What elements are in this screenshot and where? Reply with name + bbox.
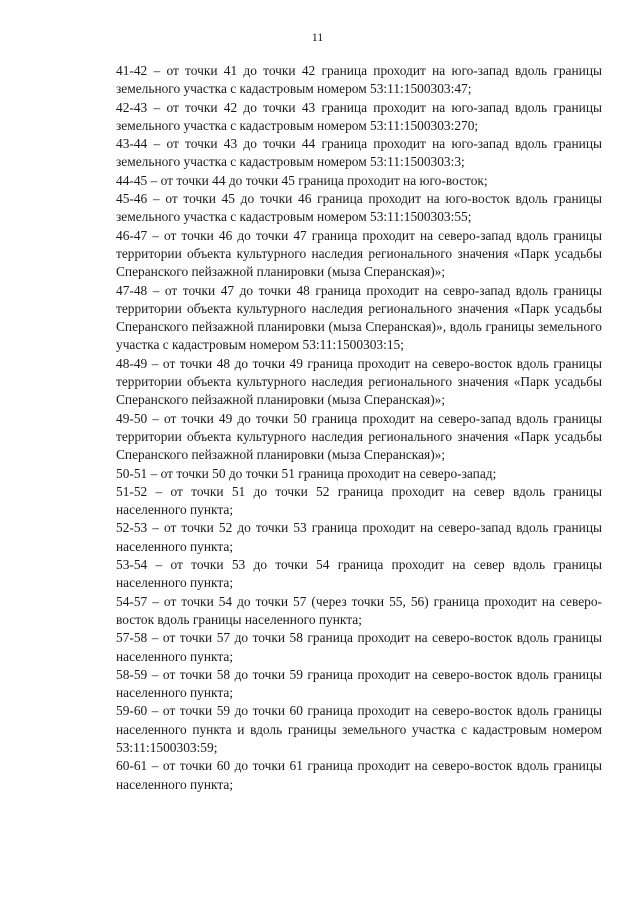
paragraph: 46-47 – от точки 46 до точки 47 граница проходит на северо-запад вдоль границы территории объекта культурного наследия регионального значения «Парк усадьбы Сперанского пейзажной планировки (мыза Сперанская)»; (116, 227, 602, 280)
paragraph: 57-58 – от точки 57 до точки 58 граница проходит на северо-восток вдоль границы населенного пункта; (116, 630, 602, 664)
paragraph: 58-59 – от точки 58 до точки 59 граница проходит на северо-восток вдоль границы населенного пункта; (116, 666, 602, 701)
paragraph: 59-60 – от точки 59 до точки 60 граница проходит на северо-восток вдоль границы населенного пункта и вдоль границы земельного участка с кадастровым номером 53:11:1500303:59; (116, 703, 602, 755)
page-number: 11 (311, 30, 324, 44)
paragraph: 47-48 – от точки 47 до точки 48 граница проходит на севро-запад вдоль границы территории объекта культурного наследия регионального значения «Парк усадьбы Сперанского пейзажной планировки (мыза Сперанская)», вдоль границы земельного участка с кадастровым номером 53:11:1500303:15; (116, 282, 602, 353)
paragraph: 51-52 – от точки 51 до точки 52 граница проходит на север вдоль границы населенного пункта; (116, 483, 602, 518)
paragraph: 50-51 – от точки 50 до точки 51 граница проходит на северо-запад; (116, 465, 497, 481)
paragraph: 48-49 – от точки 48 до точки 49 граница проходит на северо-восток вдоль границы территории объекта культурного наследия регионального значения «Парк усадьбы Сперанского пейзажной планировки (мыза Сперанская)»; (116, 355, 602, 408)
document-body (116, 62, 602, 794)
paragraph: 60-61 – от точки 60 до точки 61 граница проходит на северо-восток вдоль границы населенного пункта; (116, 758, 602, 792)
paragraph: 53-54 – от точки 53 до точки 54 граница проходит на север вдоль границы населенного пункта; (116, 557, 602, 591)
paragraph: 44-45 – от точки 44 до точки 45 граница проходит на юго-восток; (116, 172, 488, 188)
paragraph: 45-46 – от точки 45 до точки 46 граница проходит на юго-восток вдоль границы земельного участка с кадастровым номером 53:11:1500303:55; (116, 191, 602, 225)
paragraph: 43-44 – от точки 43 до точки 44 граница проходит на юго-запад вдоль границы земельного участка с кадастровым номером 53:11:1500303:3; (116, 136, 602, 170)
paragraph: 49-50 – от точки 49 до точки 50 граница проходит на северо-запад вдоль границы территории объекта культурного наследия регионального значения «Парк усадьбы Сперанского пейзажной планировки (мыза Сперанская)»; (116, 410, 602, 463)
paragraph: 54-57 – от точки 54 до точки 57 (через точки 55, 56) граница проходит на северо-восток вдоль границы населенного пункта; (116, 593, 602, 627)
paragraph: 41-42 – от точки 41 до точки 42 граница проходит на юго-запад вдоль границы земельного участка с кадастровым номером 53:11:1500303:47; (116, 63, 602, 97)
paragraph: 52-53 – от точки 52 до точки 53 граница проходит на северо-запад вдоль границы населенного пункта; (116, 520, 602, 554)
paragraph: 42-43 – от точки 42 до точки 43 граница проходит на юго-запад вдоль границы земельного участка с кадастровым номером 53:11:1500303:270; (116, 99, 602, 133)
